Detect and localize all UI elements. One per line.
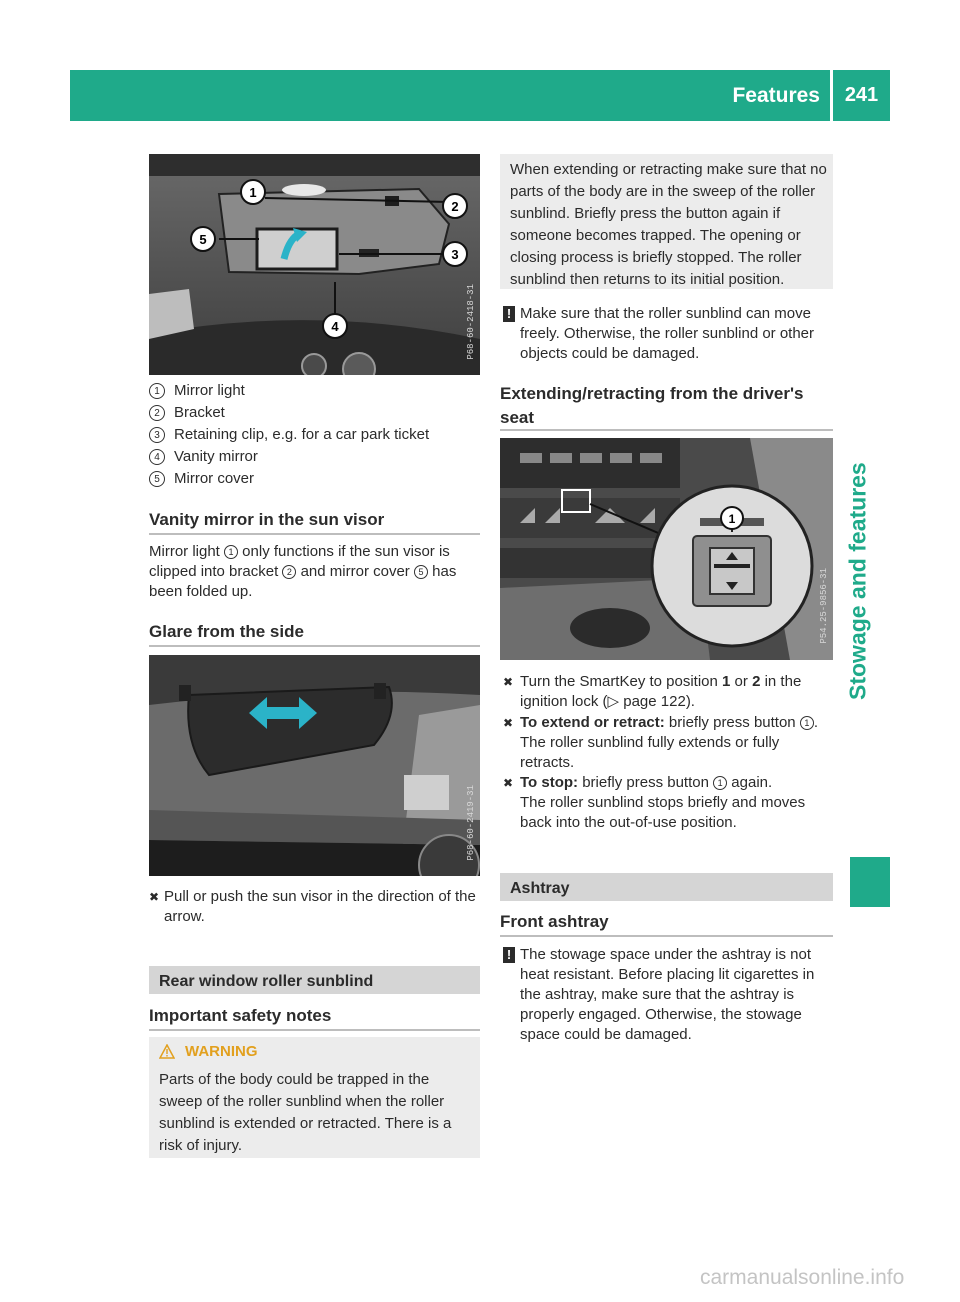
- info-box: [500, 154, 833, 289]
- step-arrow-icon: ✖: [149, 890, 160, 904]
- step-arrow-icon: ✖: [503, 776, 514, 790]
- warning-text: Parts of the body could be trapped in the sweep of the roller sunblind when the roller sunblind is extended or retracted. There is a risk of injury.: [159, 1071, 452, 1154]
- callout-2: [443, 194, 467, 218]
- sun-visor-illustration: [149, 655, 480, 876]
- sunblind-button-figure: [500, 438, 833, 660]
- side-tab-label: Stowage and features: [844, 462, 871, 700]
- center-console-illustration: [500, 438, 833, 660]
- heading-rule: [500, 935, 833, 937]
- heading-rule: [149, 533, 480, 535]
- svg-text:4: 4: [331, 319, 339, 334]
- callout-5: [191, 227, 215, 251]
- warning-box: [149, 1037, 480, 1158]
- warning-title-row: WARNING: [159, 1043, 258, 1060]
- info-box-text: When extending or retracting make sure that no parts of the body are in the sweep of the roller sunblind. Briefly press the button again if someone becomes trapped. The opening or closing process is briefly stopped. The roller sunblind then returns to its initial position.: [510, 161, 827, 288]
- section-title: Features: [732, 84, 820, 107]
- step-arrow-icon: ✖: [503, 716, 514, 730]
- callout-4: [323, 314, 347, 338]
- legend-item: 3 Retaining clip, e.g. for a car park ticket: [149, 424, 480, 446]
- figure-code: P68-60-2418-31: [466, 284, 476, 360]
- heading-safety-notes: Important safety notes: [149, 1006, 332, 1025]
- heading-front-ashtray: Front ashtray: [500, 912, 609, 931]
- svg-text:3: 3: [451, 247, 459, 262]
- section-band-ashtray: Ashtray: [500, 873, 833, 901]
- page-ref-link[interactable]: page 122).: [623, 693, 695, 710]
- watermark: carmanualsonline.info: [700, 1266, 905, 1289]
- ashtray-caution-note: ! The stowage space under the ashtray is not heat resistant. Before placing lit cigarettes in the ashtray, make sure that the ashtray is properly engaged. Otherwise, the stowage space could be damaged.: [500, 945, 834, 1045]
- step-stop: ✖ To stop: briefly press button 1 again. The roller sunblind stops briefly and moves back into the out-of-use position.: [503, 774, 806, 831]
- section-band-rear-window: Rear window roller sunblind: [149, 966, 480, 994]
- svg-text:1: 1: [249, 185, 257, 200]
- figure-code: P54.25-9856-31: [819, 568, 829, 644]
- step-extend-retract: ✖ To extend or retract: briefly press button 1 . The roller sunblind fully extends or fully retracts.: [503, 714, 818, 771]
- heading-driver-seat: Extending/retracting from the driver's seat: [500, 384, 804, 427]
- callout-1: [241, 180, 265, 204]
- glare-step: ✖ Pull or push the sun visor in the direction of the arrow.: [149, 888, 476, 925]
- caution-icon: !: [503, 306, 515, 322]
- caution-note: ! Make sure that the roller sunblind can move freely. Otherwise, the roller sunblind or other objects could be damaged.: [500, 304, 834, 364]
- heading-rule: [149, 1029, 480, 1031]
- legend-item: 1 Mirror light: [149, 380, 480, 402]
- side-tab-marker: [850, 857, 890, 907]
- sun-visor-figure: [149, 655, 480, 876]
- legend-item: 2 Bracket: [149, 402, 480, 424]
- callout-1: [721, 507, 743, 529]
- vanity-mirror-figure: [149, 154, 480, 375]
- heading-rule: [149, 645, 480, 647]
- heading-glare: Glare from the side: [149, 622, 304, 641]
- svg-text:5: 5: [199, 232, 207, 247]
- heading-rule: [500, 429, 833, 431]
- caution-icon: !: [503, 947, 515, 963]
- legend-item: 4 Vanity mirror: [149, 446, 480, 468]
- legend-item: 5 Mirror cover: [149, 468, 480, 490]
- figure-code: P68-60-2419-31: [466, 785, 476, 861]
- svg-text:2: 2: [451, 199, 459, 214]
- vanity-mirror-illustration: [149, 154, 480, 375]
- page-ref-icon: ▷: [607, 693, 624, 710]
- step-arrow-icon: ✖: [503, 675, 514, 689]
- svg-text:1: 1: [728, 512, 736, 526]
- vanity-paragraph: Mirror light 1 only functions if the sun visor is clipped into bracket 2 and mirror cover 5 has been folded up.: [149, 543, 457, 600]
- heading-vanity-mirror: Vanity mirror in the sun visor: [149, 510, 385, 529]
- step-turn-smartkey: ✖ Turn the SmartKey to position 1 or 2 in the ignition lock (▷ page 122).: [503, 673, 802, 710]
- callout-3: [443, 242, 467, 266]
- page-number: 241: [844, 84, 879, 106]
- warning-triangle-icon: [159, 1044, 175, 1059]
- figure-legend: [149, 380, 480, 490]
